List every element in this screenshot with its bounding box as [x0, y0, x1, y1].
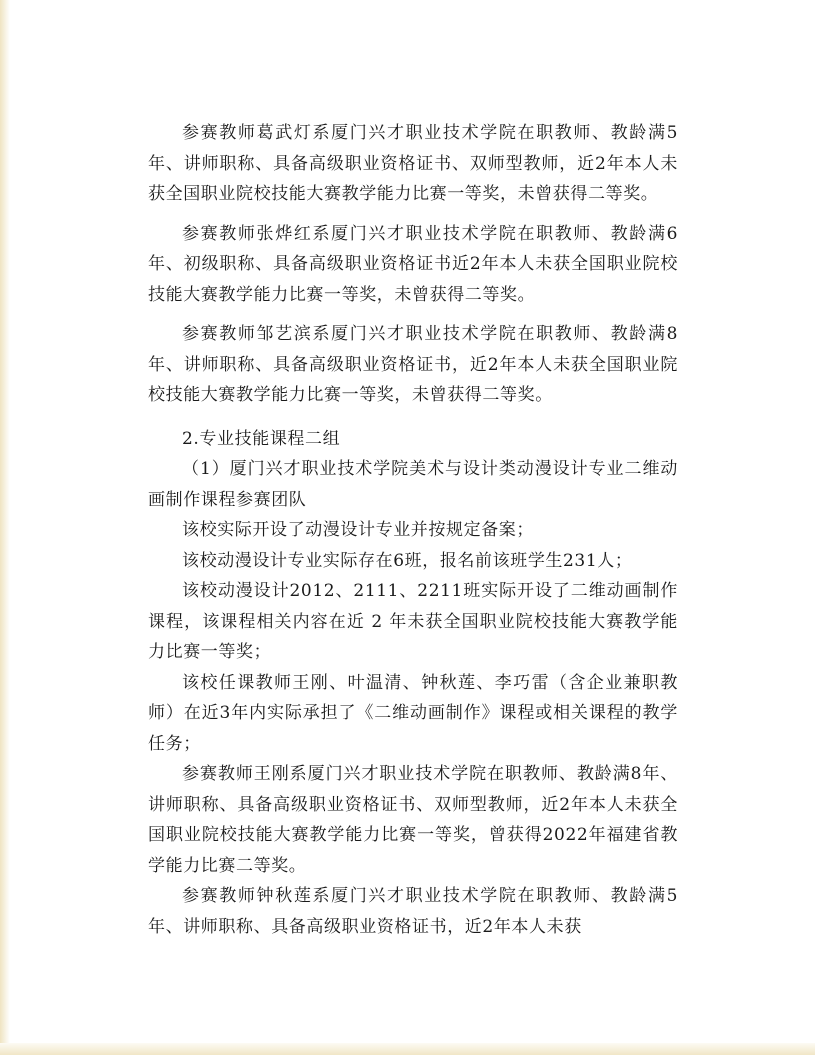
- paragraph-course-offered: 该校动漫设计2012、2111、2211班实际开设了二维动画制作课程，该课程相关内容在近 2 年未获全国职业院校技能大赛教学能力比赛一等奖；: [148, 581, 678, 662]
- page-bottom-edge: [0, 1043, 815, 1055]
- paragraph-major-filing: 该校实际开设了动漫设计专业并按规定备案；: [182, 520, 534, 540]
- paragraph-teacher-zou: 参赛教师邹艺滨系厦门兴才职业技术学院在职教师、教龄满8年、讲师职称、具备高级职业资格证书，近2年本人未获全国职业院校技能大赛教学能力比赛一等奖，未曾获得二等奖。: [148, 324, 678, 405]
- paragraph-class-count: 该校动漫设计专业实际存在6班，报名前该班学生231人；: [182, 550, 633, 571]
- paragraph-teacher-zhang: 参赛教师张烨红系厦门兴才职业技术学院在职教师、教龄满6年、初级职称、具备高级职业资格证书近2年本人未获全国职业院校技能大赛教学能力比赛一等奖，未曾获得二等奖。: [148, 223, 678, 305]
- paragraph-teacher-ge: 参赛教师葛武灯系厦门兴才职业技术学院在职教师、教龄满5年、讲师职称、具备高级职业资格证书、双师型教师，近2年本人未获全国职业院校技能大赛教学能力比赛一等奖，未曾获得二等奖。: [148, 123, 678, 204]
- paragraph-team-title: （1）厦门兴才职业技术学院美术与设计类动漫设计专业二维动画制作课程参赛团队: [148, 459, 678, 510]
- page-left-edge: [0, 0, 10, 1055]
- document-body: [148, 118, 678, 942]
- paragraph-teacher-wang: 参赛教师王刚系厦门兴才职业技术学院在职教师、教龄满8年、讲师职称、具备高级职业资格证书、双师型教师，近2年本人未获全国职业院校技能大赛教学能力比赛一等奖，曾获得2022年福建省教学能力比赛二等奖。: [148, 764, 678, 876]
- paragraph-teacher-zhongqiulian: 参赛教师钟秋莲系厦门兴才职业技术学院在职教师、教龄满5年、讲师职称、具备高级职业资格证书，近2年本人未获: [148, 886, 678, 937]
- section-heading: 2.专业技能课程二组: [182, 428, 341, 449]
- paragraph-course-teachers: 该校任课教师王刚、叶温清、钟秋莲、李巧雷（含企业兼职教师）在近3年内实际承担了《二维动画制作》课程或相关课程的教学任务；: [148, 672, 678, 754]
